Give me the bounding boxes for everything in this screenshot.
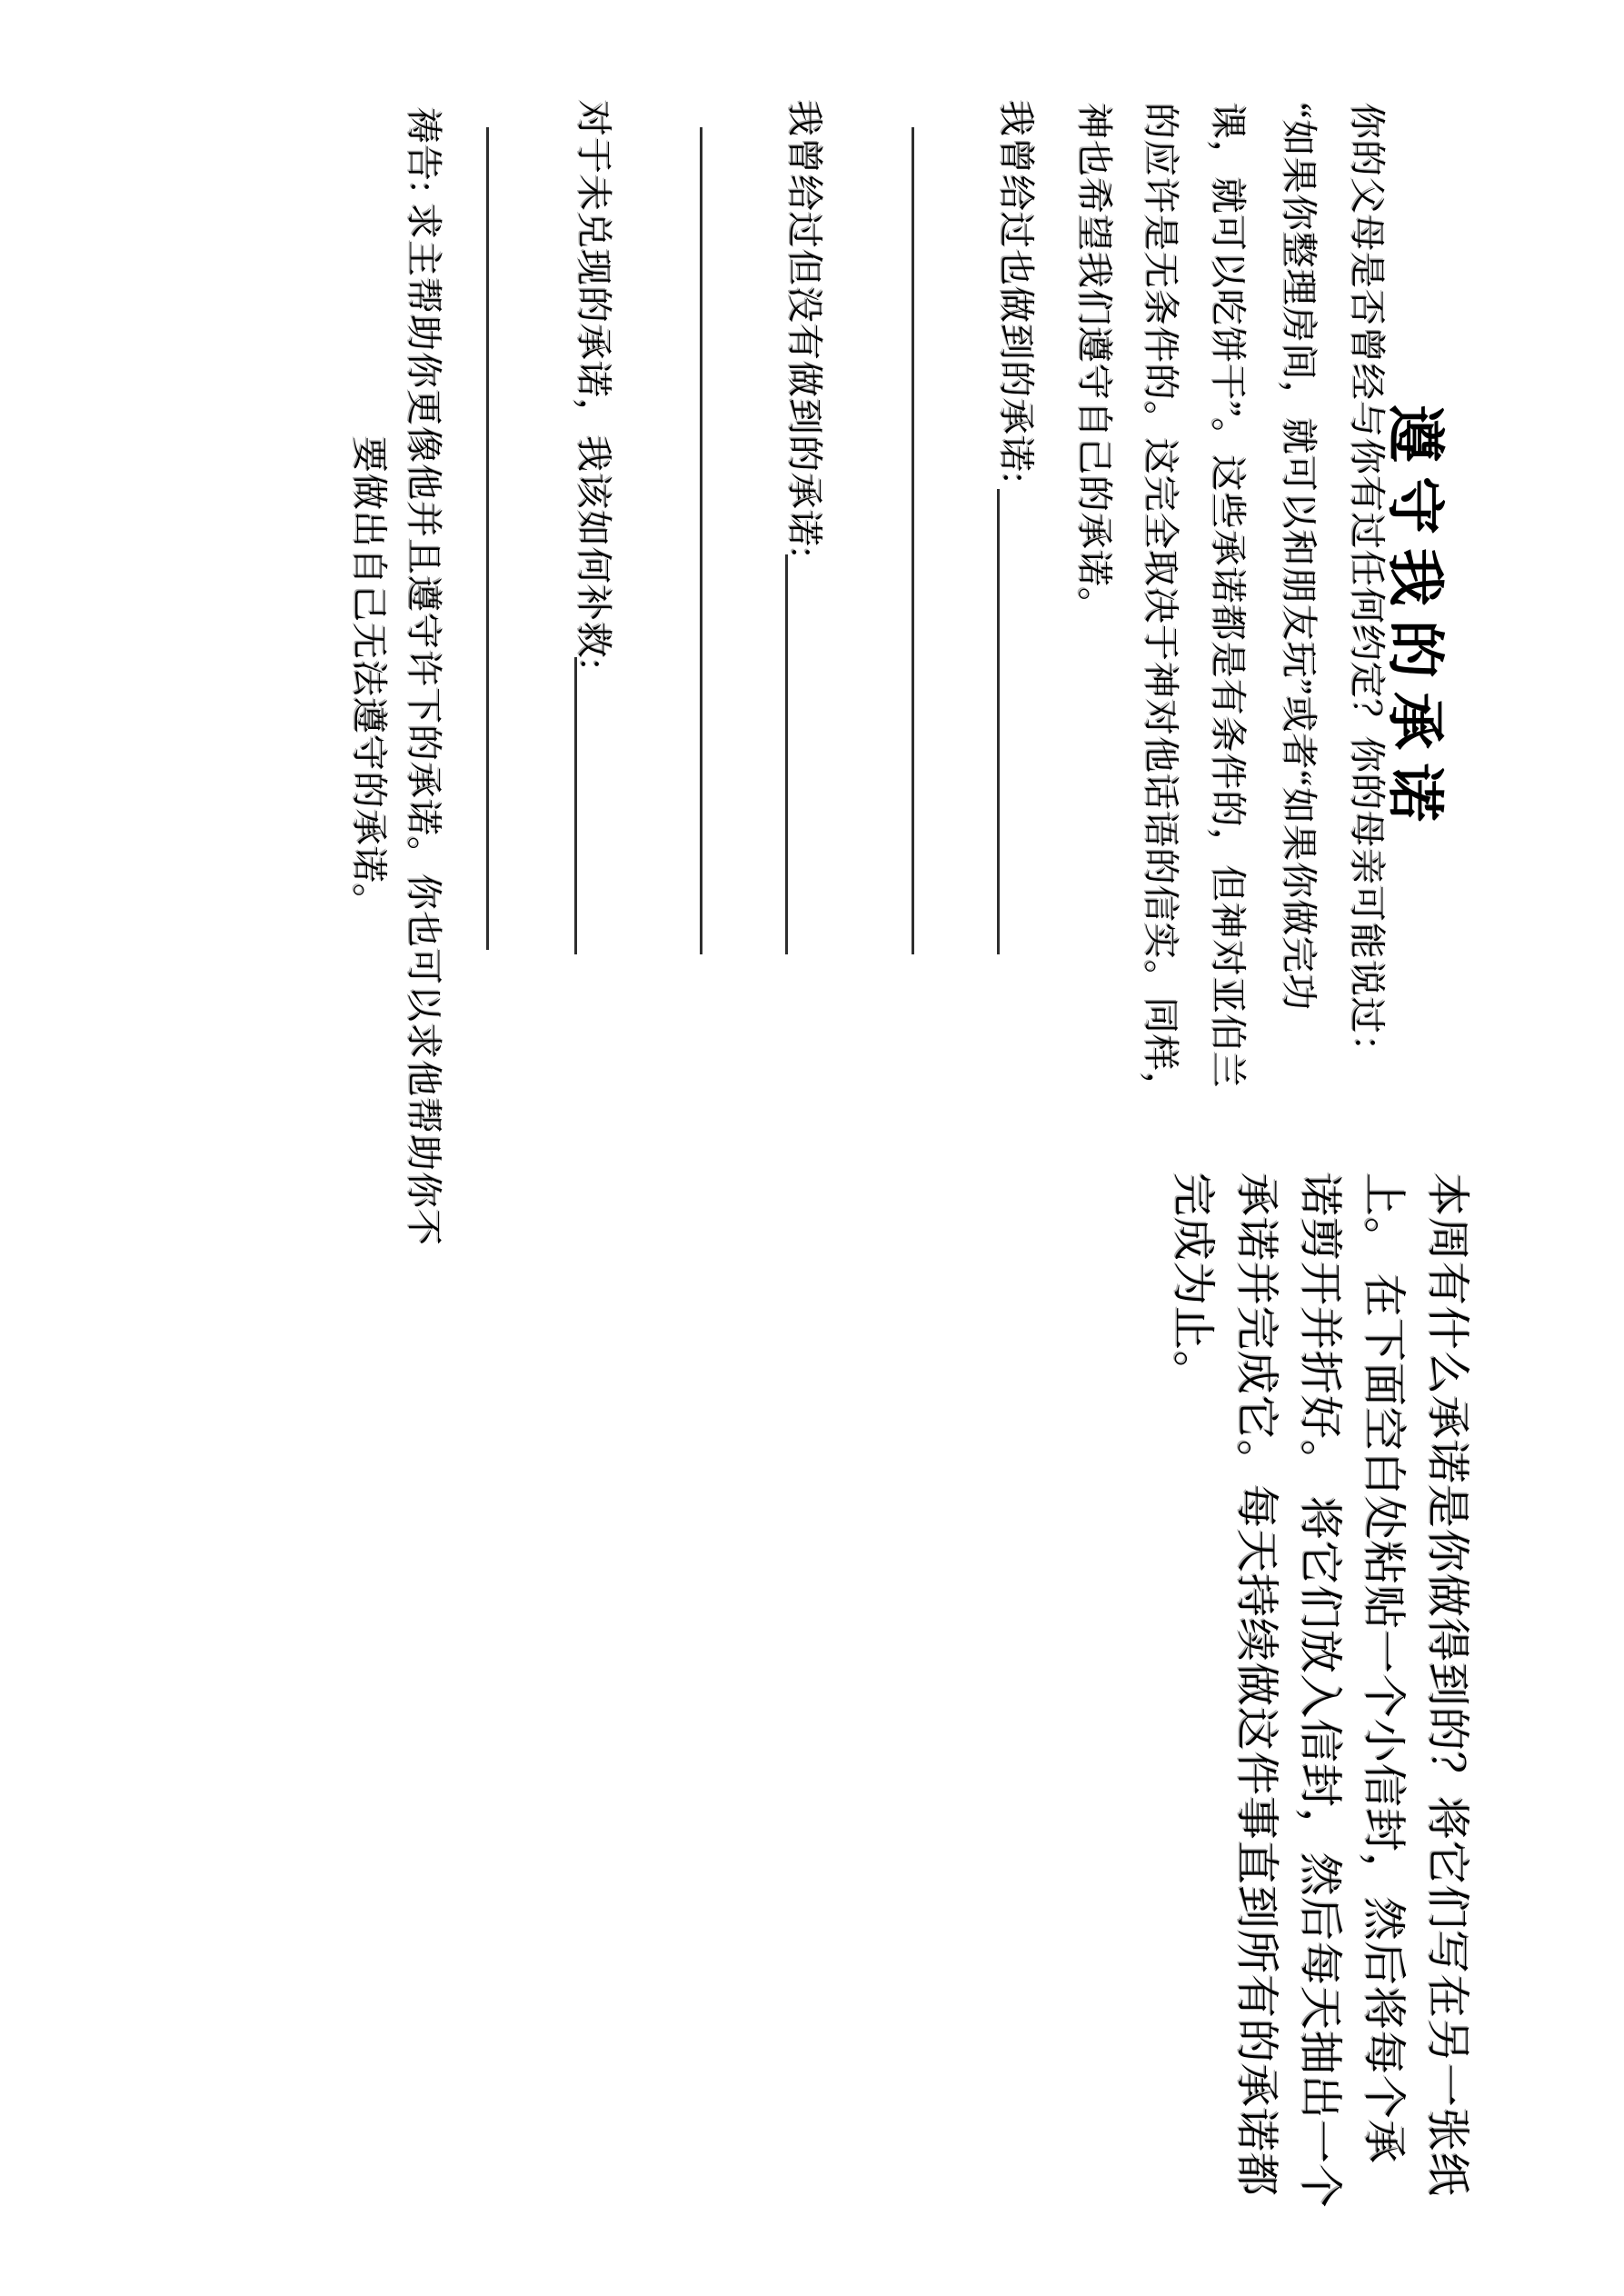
answer-blank-line	[997, 489, 1000, 954]
intro-paragraph-line: 的应许是无条件的。这完全取决于神对他话语的信实。同样，	[1141, 103, 1181, 1109]
activity-instructions-line: 完成为止。	[1169, 1173, 1217, 1396]
answer-blank-line	[912, 127, 914, 954]
answer-blank-line	[574, 657, 577, 954]
answer-blank-line	[486, 127, 489, 950]
activity-instructions-line: 承诺并完成它。每天持续做这件事直到所有的承诺都	[1232, 1173, 1280, 2198]
prompt-promise-not-kept: 我曾给过但没有做到的承诺:	[784, 100, 825, 559]
answer-blank-line	[700, 127, 702, 954]
intro-paragraph-line: 你的父母是否曾经与你有过任何约定？你的母亲可能说过：	[1347, 103, 1388, 1072]
prayer-line: 要做出自己无法遵守的承诺。	[349, 436, 390, 921]
intro-paragraph-line: 神也希望我们遵守自己的承诺。	[1074, 103, 1115, 624]
intro-paragraph-line: “如果你整理房间，就可以和朋友玩”或者“如果你做完功	[1279, 103, 1320, 1012]
prompt-promise-kept: 我曾给过也做到的承诺:	[996, 100, 1037, 484]
prompt-make-amends: 对于未兑现的承诺，我该如何补救:	[573, 100, 614, 671]
activity-instructions-line: 本周有什么承诺是你做得到的？将它们写在另一张纸	[1423, 1173, 1471, 2198]
activity-instructions-line: 上。 在下面空白处粘贴一个小信封，然后将每个承	[1360, 1173, 1408, 2165]
answer-blank-line	[785, 554, 788, 954]
activity-instructions-line: 诺剪开并折好。 将它们放入信封，然后每天抽出一个	[1296, 1173, 1344, 2210]
page-title: 遵守我的承诺	[1380, 404, 1448, 835]
intro-paragraph-line: 课，就可以吃饼干”。这些承诺都是有条件的，但神对亚伯兰	[1208, 103, 1249, 1089]
prayer-line: 祷告: 求主帮助你更像他并且遵守许下的承诺。你也可以求他帮助你不	[404, 107, 444, 1247]
